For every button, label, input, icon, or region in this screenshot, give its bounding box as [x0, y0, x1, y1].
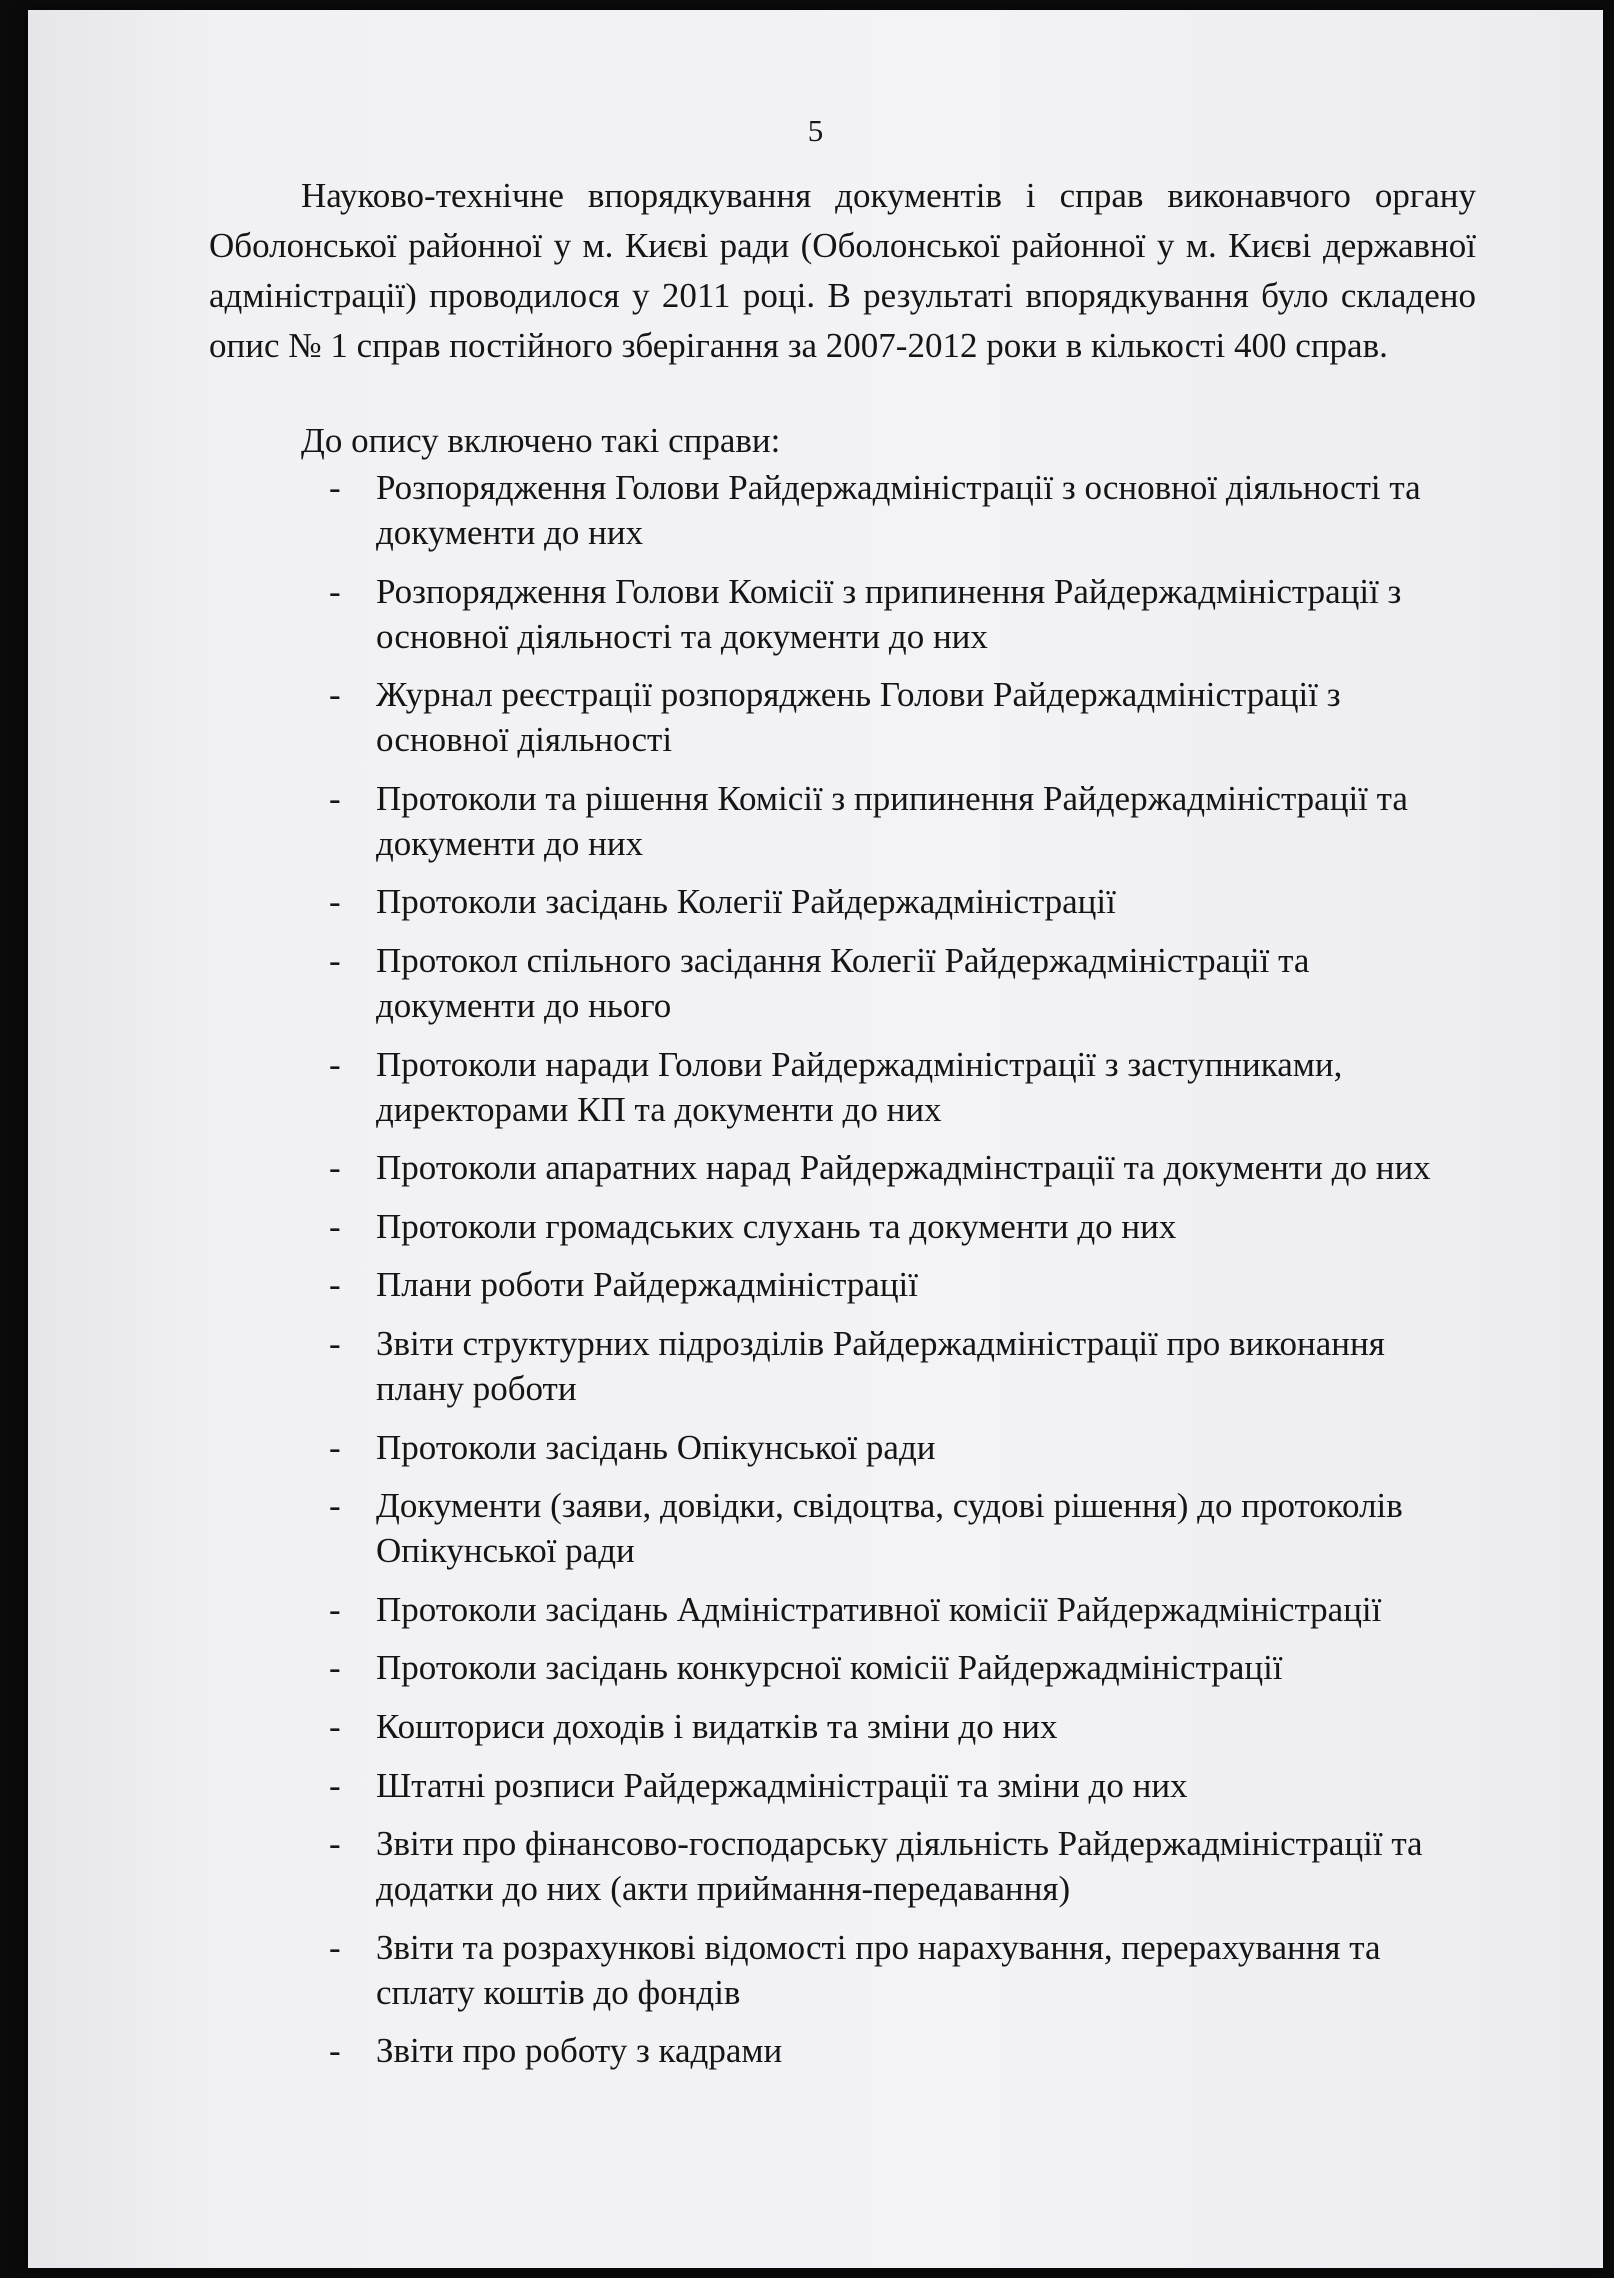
list-item-text: Протокол спільного засідання Колегії Райдержадміністрації та документи до нього — [376, 940, 1310, 1025]
list-item-text: Протоколи апаратних нарад Райдержадмінстрації та документи до них — [376, 1148, 1431, 1188]
list-item-text: Звіти структурних підрозділів Райдержадміністрації про виконання плану роботи — [376, 1323, 1385, 1408]
list-item-text: Звіти про роботу з кадрами — [376, 2031, 783, 2071]
list-item — [24, 1483, 1474, 1573]
list-dash: - — [329, 2031, 341, 2071]
page-number: 5 — [807, 113, 824, 148]
list-item — [24, 465, 1474, 555]
list-item — [24, 1925, 1474, 2015]
list-dash: - — [329, 1706, 341, 1746]
document-page — [28, 10, 1603, 2268]
list-item — [24, 1587, 1474, 1632]
list-item — [24, 1821, 1474, 1911]
list-item-text: Протоколи засідань Колегії Райдержадміністрації — [376, 882, 1116, 922]
list-item-text: Розпорядження Голови Райдержадміністрації з основної діяльності та документи до них — [376, 468, 1421, 552]
list-dash: - — [329, 1323, 341, 1363]
list-item-text: Документи (заяви, довідки, свідоцтва, судові рішення) до протоколів Опікунської ради — [376, 1486, 1403, 1571]
list-item — [24, 672, 1474, 762]
list-dash: - — [329, 1206, 341, 1246]
list-dash: - — [329, 1427, 341, 1467]
list-item — [24, 1204, 1474, 1249]
list-item-text: Протоколи засідань конкурсної комісії Райдержадміністрації — [376, 1648, 1283, 1688]
list-dash: - — [329, 571, 341, 611]
list-item — [24, 1042, 1474, 1132]
list-item-text: Журнал реєстрації розпоряджень Голови Райдержадміністрації з основної діяльності — [376, 675, 1341, 760]
list-dash: - — [329, 468, 341, 507]
list-dash: - — [329, 1589, 341, 1629]
list-item-text: Протоколи та рішення Комісії з припинення Райдержадміністрації та документи до них — [376, 778, 1408, 863]
list-dash: - — [329, 1044, 341, 1084]
list-dash: - — [329, 1824, 341, 1864]
case-list — [24, 465, 1474, 2087]
list-item-text: Плани роботи Райдержадміністрації — [376, 1265, 919, 1305]
list-item — [24, 1145, 1474, 1190]
list-item — [24, 879, 1474, 924]
list-item — [24, 776, 1474, 866]
list-item-text: Протоколи засідань Опікунської ради — [376, 1427, 936, 1467]
list-item-text: Звіти про фінансово-господарську діяльність Райдержадміністрації та додатки до них (акти приймання-передавання) — [376, 1824, 1423, 1909]
list-dash: - — [329, 1765, 341, 1805]
body-paragraph: Науково-технічне впорядкування документів і справ виконавчого органу Оболонської районної у м. Києві ради (Оболонської районної у м. Києві державної адміністрації) проводилося у 2011 році. В результаті впорядкування було складено опис № 1 справ постійного зберігання за 2007-2012 роки в кількості 400 справ. — [209, 176, 1476, 365]
list-dash: - — [329, 1265, 341, 1305]
list-dash: - — [329, 778, 341, 818]
list-item — [24, 569, 1474, 659]
list-item-text: Кошториси доходів і видатків та зміни до них — [376, 1706, 1058, 1746]
list-item-text: Протоколи громадських слухань та документи до них — [376, 1206, 1177, 1246]
list-item-text: Штатні розписи Райдержадміністрації та зміни до них — [376, 1765, 1188, 1805]
list-dash: - — [329, 1927, 341, 1967]
list-intro: До опису включено такі справи: — [301, 421, 781, 460]
list-item — [24, 1262, 1474, 1307]
list-item — [24, 2028, 1474, 2073]
list-item-text: Звіти та розрахункові відомості про нарахування, перерахування та сплату коштів до фондів — [376, 1927, 1381, 2012]
list-item — [24, 938, 1474, 1028]
list-dash: - — [329, 882, 341, 922]
list-item-text: Протоколи засідань Адміністративної комісії Райдержадміністрації — [376, 1589, 1382, 1629]
list-item — [24, 1425, 1474, 1470]
list-dash: - — [329, 940, 341, 980]
list-dash: - — [329, 1148, 341, 1188]
list-item — [24, 1763, 1474, 1808]
list-item-text: Протоколи наради Голови Райдержадміністрації з заступниками, директорами КП та документи до них — [376, 1044, 1343, 1129]
list-item — [24, 1704, 1474, 1749]
list-item — [24, 1321, 1474, 1411]
list-item-text: Розпорядження Голови Комісії з припинення Райдержадміністрації з основної діяльності та документи до них — [376, 571, 1402, 656]
list-dash: - — [329, 675, 341, 715]
list-dash: - — [329, 1648, 341, 1688]
list-dash: - — [329, 1486, 341, 1526]
list-item — [24, 1645, 1474, 1690]
